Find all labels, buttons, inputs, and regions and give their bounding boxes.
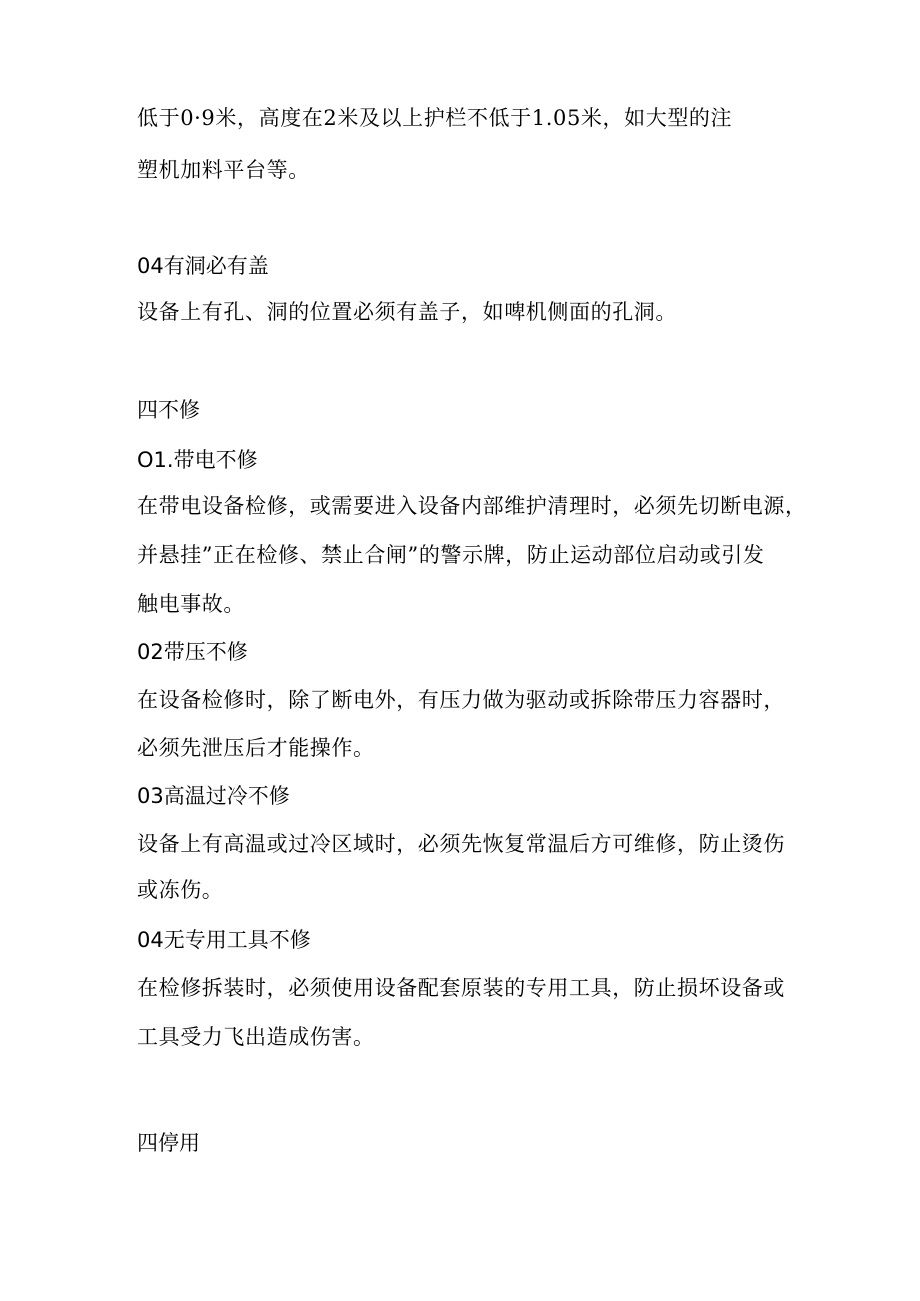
paragraph-line: 在带电设备检修，或需要进入设备内部维护清理时，必须先切断电源， <box>137 494 807 518</box>
paragraph-line: 或冻伤。 <box>137 878 224 902</box>
paragraph-line: 塑机加料平台等。 <box>137 158 310 182</box>
paragraph-line: 设备上有孔、洞的位置必须有盖子，如啤机侧面的孔洞。 <box>137 300 677 324</box>
paragraph-line: 并悬挂”正在检修、禁止合闸”的警示牌，防止运动部位启动或引发 <box>137 543 765 567</box>
paragraph-line: 设备上有高温或过冷区域时，必须先恢复常温后方可维修，防止烫伤 <box>137 832 785 856</box>
section-heading: 04有洞必有盖 <box>137 254 269 278</box>
section-title: 四停用 <box>137 1131 200 1155</box>
paragraph-line: 必须先泄压后才能操作。 <box>137 736 375 760</box>
paragraph-line: 触电事故。 <box>137 592 245 616</box>
paragraph-line: 在检修拆装时，必须使用设备配套原装的专用工具，防止损坏设备或 <box>137 976 785 1000</box>
section-title: 四不修 <box>137 398 200 422</box>
section-heading: 03高温过冷不修 <box>137 784 290 808</box>
section-heading: O1.带电不修 <box>137 448 258 472</box>
section-heading: 04无专用工具不修 <box>137 928 311 952</box>
section-heading: 02带压不修 <box>137 640 248 664</box>
paragraph-line: 工具受力飞出造成伤害。 <box>137 1025 375 1049</box>
paragraph-line: 低于0·9米，高度在2米及以上护栏不低于1.05米，如大型的注 <box>137 106 733 130</box>
paragraph-line: 在设备检修时，除了断电外，有压力做为驱动或拆除带压力容器时， <box>137 688 785 712</box>
